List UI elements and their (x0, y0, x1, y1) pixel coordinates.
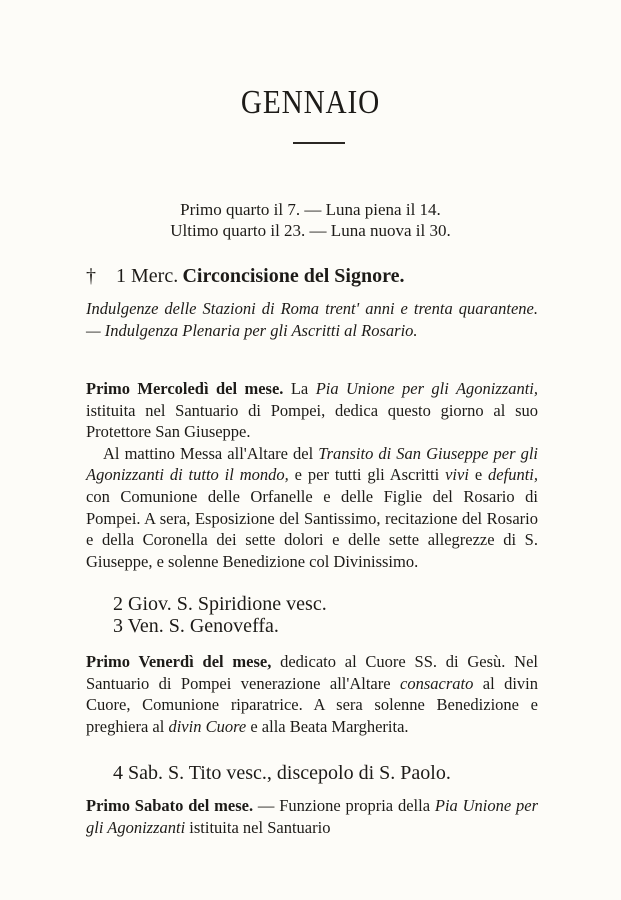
primo-venerdi-section (86, 651, 538, 737)
day-1-date: 1 Merc. (116, 265, 179, 287)
month-title: GENNAIO (240, 84, 381, 121)
messa-text: e per tutti gli Ascritti (288, 465, 446, 485)
dagger-icon: † (86, 265, 96, 287)
day-1-heading (86, 265, 405, 288)
messa-italic: defunti, (488, 465, 538, 485)
primo-venerdi-text: al divin Cuore, Comunione riparatrice. A sera solenne Benedizione e preghiera al (86, 673, 538, 736)
messa-italic: vivi (445, 465, 469, 485)
primo-sabato-text: istituita nel Santuario (185, 817, 331, 837)
primo-mercoledi-text: La (283, 379, 316, 398)
day-1-feast: Circoncisione del Signore. (182, 265, 405, 287)
primo-venerdi-text: e alla Beata Margherita. (246, 716, 409, 736)
primo-mercoledi-section (86, 378, 538, 572)
moon-phases-line-1: Primo quarto il 7. — Luna piena il 14. (180, 200, 441, 219)
day-3-entry: 3 Ven. S. Genoveffa. (113, 615, 279, 637)
moon-phases-line-2: Ultimo quarto il 23. — Luna nuova il 30. (170, 221, 451, 240)
messa-text: con Comunione delle Orfanelle e delle Figlie del Rosario di Pompei. A sera, Esposizione del Santissimo, recitazione del Rosario e della Coronella dei sette dolori e delle sette allegrezze di S. Giuseppe, e solenne Benedizione col Divinissimo. (86, 486, 538, 571)
messa-text: e (468, 465, 489, 485)
day-4-entry: 4 Sab. S. Tito vesc., discepolo di S. Paolo. (113, 762, 451, 784)
day-1-indulgence: Indulgenze delle Stazioni di Roma trent' anni e trenta quarantene. — Indulgenza Plenaria per gli Ascritti al Rosario. (86, 299, 538, 340)
primo-venerdi-text: dedicato al Cuore SS. di Gesù. Nel Santuario di Pompei venerazione all'Altare (86, 652, 539, 693)
primo-sabato-italic: Pia Unione per gli Agonizzanti (86, 796, 538, 837)
primo-sabato-heading: Primo Sabato del mese. (86, 796, 254, 815)
primo-venerdi-heading: Primo Venerdì del mese, (86, 652, 272, 671)
primo-mercoledi-italic: Pia Unione per gli Agonizzanti, (315, 379, 539, 398)
day-2-entry: 2 Giov. S. Spiridione vesc. (113, 593, 327, 615)
primo-venerdi-italic: divin Cuore (168, 716, 247, 736)
messa-italic: Transito di San Giuseppe per gli Agonizzanti di tutto il mondo, (86, 443, 539, 485)
messa-text: Al mattino Messa all'Altare del (103, 443, 319, 463)
primo-mercoledi-heading: Primo Mercoledì del mese. (86, 379, 284, 398)
primo-mercoledi-text: istituita nel Santuario di Pompei, dedica questo giorno al suo Protettore San Giuseppe. (86, 400, 538, 442)
primo-venerdi-italic: consacrato (400, 673, 474, 693)
title-divider (293, 142, 345, 144)
primo-sabato-text: — Funzione propria della (253, 796, 435, 815)
primo-sabato-section (86, 795, 538, 838)
